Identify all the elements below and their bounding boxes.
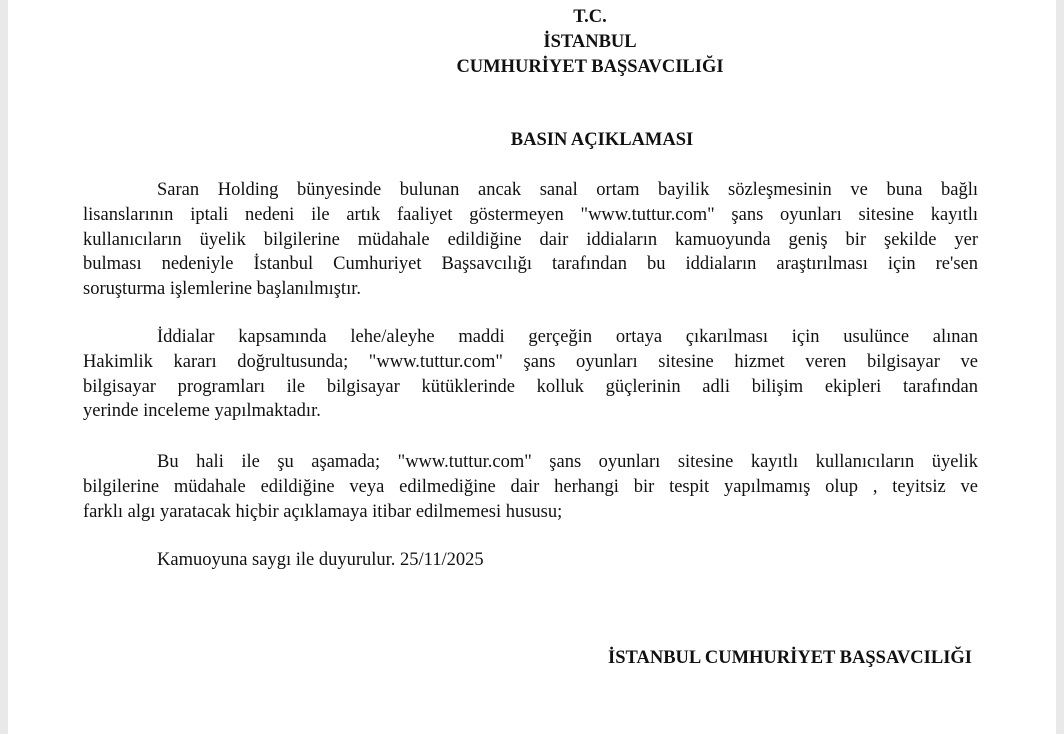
header-office: CUMHURİYET BAŞSAVCILIĞI [456, 57, 724, 77]
signature: İSTANBUL CUMHURİYET BAŞSAVCILIĞI [608, 648, 972, 668]
closing-paragraph [83, 548, 978, 573]
document-page [8, 0, 1056, 734]
text-line: Saran Holding bünyesinde bulunan ancak sanal ortam bayilik sözleşmesinin ve buna bağlı [157, 180, 978, 200]
paragraph-3 [83, 450, 978, 524]
header-city: İSTANBUL [543, 32, 637, 52]
text-line: yerinde inceleme yapılmaktadır. [83, 401, 321, 422]
text-line: kullanıcıların üyelik bilgilerine müdahale edildiğine dair iddiaların kamuoyunda geniş bir şekilde yer [83, 229, 978, 250]
text-line: soruşturma işlemlerine başlanılmıştır. [83, 279, 361, 300]
text-line: lisanslarının iptali nedeni ile artık faaliyet göstermeyen "www.tuttur.com" şans oyunları sitesine kayıtlı [83, 204, 978, 225]
text-line: İddialar kapsamında lehe/aleyhe maddi gerçeğin ortaya çıkarılması için usulünce alınan [157, 327, 978, 347]
text-line: Hakimlik kararı doğrultusunda; "www.tuttur.com" şans oyunları sitesine hizmet veren bilgisayar ve [83, 351, 978, 372]
text-line: Bu hali ile şu aşamada; "www.tuttur.com" şans oyunları sitesine kayıtlı kullanıcıların üyelik [157, 452, 978, 472]
paragraph-1 [83, 178, 978, 302]
document-title: BASIN AÇIKLAMASI [510, 130, 694, 150]
paragraph-2 [83, 325, 978, 424]
text-line: bilgisayar programları ile bilgisayar kütüklerinde kolluk güçlerinin adli bilişim ekipleri tarafından [83, 376, 978, 397]
text-line: bilgilerine müdahale edildiğine veya edilmediğine dair herhangi bir tespit yapılmamış olup , teyitsiz ve [83, 476, 978, 497]
text-line: farklı algı yaratacak hiçbir açıklamaya itibar edilmemesi hususu; [83, 501, 563, 522]
header-tc: T.C. [573, 7, 607, 27]
text-line: Kamuoyuna saygı ile duyurulur. 25/11/2025 [157, 550, 484, 570]
text-line: bulması nedeniyle İstanbul Cumhuriyet Başsavcılığı tarafından bu iddiaların araştırılması için re'sen [83, 254, 978, 275]
